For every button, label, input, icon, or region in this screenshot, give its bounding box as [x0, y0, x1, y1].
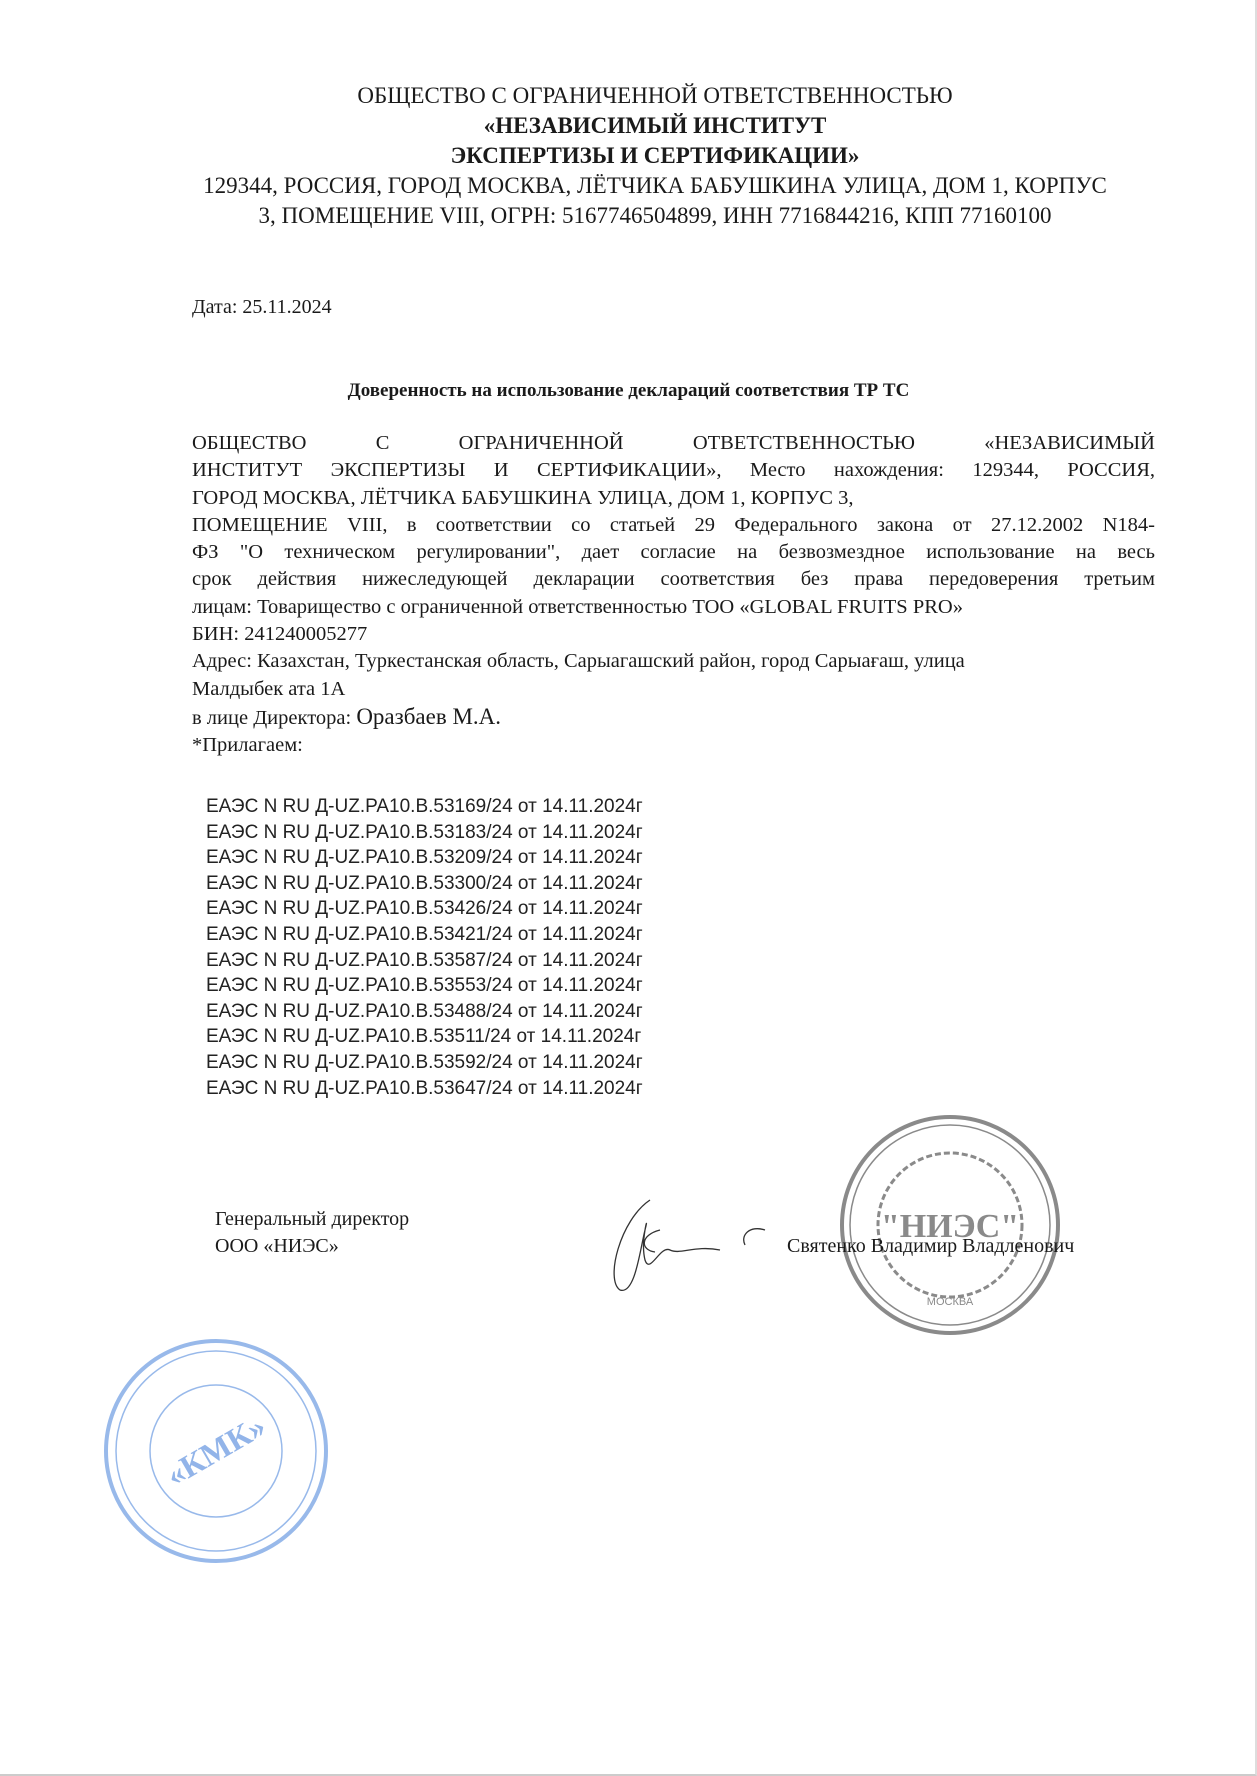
kmk-stamp-center-text: «КМК» — [159, 1407, 272, 1493]
body-line: ГОРОД МОСКВА, ЛЁТЧИКА БАБУШКИНА УЛИЦА, ДОМ 1, КОРПУС 3, — [192, 486, 854, 509]
attached-label: *Прилагаем: — [192, 734, 303, 757]
body-line: ИНСТИТУТ ЭКСПЕРТИЗЫ И СЕРТИФИКАЦИИ», Место нахождения: 129344, РОССИЯ, — [192, 459, 1155, 482]
header-line-3: ЭКСПЕРТИЗЫ И СЕРТИФИКАЦИИ» — [450, 143, 860, 168]
director-line — [192, 703, 1155, 732]
declaration-item: ЕАЭС N RU Д-UZ.PA10.B.53426/24 от 14.11.2024г — [206, 898, 643, 920]
header-line-1: ОБЩЕСТВО С ОГРАНИЧЕННОЙ ОТВЕТСТВЕННОСТЬЮ — [357, 83, 953, 108]
nies-stamp-bottom-text: МОСКВА — [926, 1296, 974, 1308]
body-line: БИН: 241240005277 — [192, 623, 368, 646]
org-header — [150, 81, 1160, 231]
document-title: Доверенность на использование деклараций соответствия ТР ТС — [347, 380, 910, 401]
declaration-item: ЕАЭС N RU Д-UZ.PA10.B.53488/24 от 14.11.2024г — [206, 1000, 643, 1022]
signatory-name: Святенко Владимир Владленович — [787, 1235, 1075, 1257]
nies-stamp — [830, 1105, 1070, 1345]
header-line-5: 3, ПОМЕЩЕНИЕ VIII, ОГРН: 5167746504899, ИНН 7716844216, КПП 77160100 — [258, 203, 1052, 228]
declaration-item: ЕАЭС N RU Д-UZ.PA10.B.53647/24 от 14.11.2024г — [206, 1077, 643, 1099]
header-line-2: «НЕЗАВИСИМЫЙ ИНСТИТУТ — [483, 113, 827, 138]
director-name: Оразбаев М.А. — [356, 703, 502, 729]
header-line-4: 129344, РОССИЯ, ГОРОД МОСКВА, ЛЁТЧИКА БАБУШКИНА УЛИЦА, ДОМ 1, КОРПУС — [203, 173, 1107, 198]
kmk-stamp — [100, 1335, 332, 1567]
body-line: Малдыбек ата 1А — [192, 677, 346, 700]
position-line-2: ООО «НИЭС» — [215, 1235, 339, 1257]
declaration-item: ЕАЭС N RU Д-UZ.PA10.B.53592/24 от 14.11.2024г — [206, 1051, 643, 1073]
nies-stamp-center-text: "НИЭС" — [880, 1208, 1020, 1245]
declaration-item: ЕАЭС N RU Д-UZ.PA10.B.53421/24 от 14.11.2024г — [206, 923, 643, 945]
body-line: ФЗ "О техническом регулировании", дает согласие на безвозмездное использование на весь — [192, 541, 1155, 564]
document-body — [192, 430, 1155, 760]
declaration-item: ЕАЭС N RU Д-UZ.PA10.B.53183/24 от 14.11.2024г — [206, 821, 643, 843]
body-line: ПОМЕЩЕНИЕ VIII, в соответствии со статьей 29 Федерального закона от 27.12.2002 N184- — [192, 513, 1155, 536]
declaration-item: ЕАЭС N RU Д-UZ.PA10.B.53209/24 от 14.11.2024г — [206, 847, 643, 869]
body-line: лицам: Товарищество с ограниченной ответственностью ТОО «GLOBAL FRUITS PRO» — [192, 595, 963, 618]
handwritten-signature — [600, 1190, 800, 1300]
declaration-item: ЕАЭС N RU Д-UZ.PA10.B.53169/24 от 14.11.2024г — [206, 796, 643, 817]
declaration-item: ЕАЭС N RU Д-UZ.PA10.B.53587/24 от 14.11.2024г — [206, 949, 643, 971]
body-line: срок действия нижеследующей декларации соответствия без права передоверения третьим — [192, 568, 1155, 591]
body-line: ОБЩЕСТВО С ОГРАНИЧЕННОЙ ОТВЕТСТВЕННОСТЬЮ «НЕЗАВИСИМЫЙ — [192, 432, 1155, 454]
position-line-1: Генеральный директор — [215, 1208, 410, 1230]
declaration-item: ЕАЭС N RU Д-UZ.PA10.B.53300/24 от 14.11.2024г — [206, 872, 643, 894]
signatory-position — [215, 1206, 409, 1260]
declaration-item: ЕАЭС N RU Д-UZ.PA10.B.53553/24 от 14.11.2024г — [206, 975, 643, 997]
director-prefix: в лице Директора: — [192, 706, 357, 729]
document-date: Дата: 25.11.2024 — [192, 296, 332, 318]
declaration-item: ЕАЭС N RU Д-UZ.PA10.B.53511/24 от 14.11.2024г — [206, 1026, 642, 1048]
body-line: Адрес: Казахстан, Туркестанская область, Сарыагашский район, город Сарыағаш, улица — [192, 650, 965, 673]
declarations-list — [206, 794, 643, 1101]
